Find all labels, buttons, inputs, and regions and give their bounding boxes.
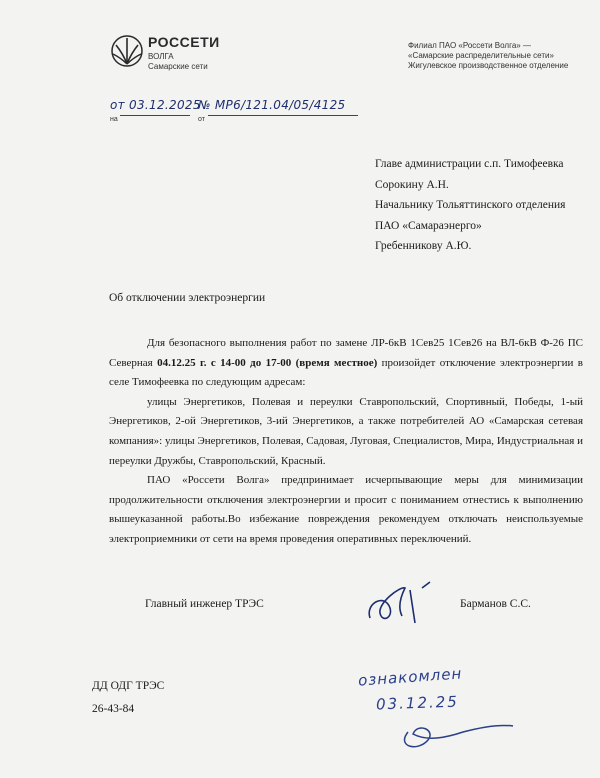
brand-name: РОССЕТИ <box>148 34 220 50</box>
paragraph-1 <box>109 334 583 393</box>
reg-underline <box>120 115 190 116</box>
addressee-line: Начальнику Тольяттинского отделения <box>375 199 566 211</box>
signer-title: Главный инженер ТРЭС <box>145 598 264 610</box>
reg-underline <box>208 115 358 116</box>
addressee-line: Гребенникову А.Ю. <box>375 240 472 252</box>
p1-start: Для безопасного выполнения работ по замене ЛР-6кВ 1Сев25 1Сев26 на ВЛ-6кВ Ф-26 ПС Северная <box>109 337 583 369</box>
ack-date: 03.12.25 <box>375 692 460 714</box>
brand-region: ВОЛГА <box>148 52 174 61</box>
letter-body <box>109 334 583 550</box>
branch-line: «Самарские распределительные сети» <box>408 51 554 60</box>
ack-word: ознакомлен <box>357 664 463 690</box>
reg-number: № МР6/121.04/05/4125 <box>198 98 346 112</box>
addressee-line: Главе администрации с.п. Тимофеевка <box>375 158 564 170</box>
registration-line <box>110 98 360 126</box>
addressee-line: Сорокину А.Н. <box>375 178 449 191</box>
addressee-line: ПАО «Самараэнерго» <box>375 219 482 232</box>
handwritten-signature <box>360 578 450 628</box>
label-na: на <box>110 116 118 123</box>
rosseti-logo-icon <box>110 34 144 68</box>
brand-division: Самарские сети <box>148 62 208 71</box>
paragraph-2: улицы Энергетиков, Полевая и переулки Ставропольский, Спортивный, Победы, 1-ый Энергетиков, 2-ой Энергетиков, 3-ий Энергетиков, а также потребителей АО «Самарская сетевая компания»: улицы Энергетиков, Полевая, Садовая, Луговая, Специалистов, Мира, Индустриальная и переулки Дружбы, Ставропольский, Красный. <box>109 395 583 467</box>
outage-time: 04.12.25 г. с 14-00 до 17-00 (время местное) <box>157 356 378 369</box>
footer-phone: 26-43-84 <box>92 703 135 715</box>
branch-info <box>408 41 593 71</box>
letterhead-logo <box>110 34 310 80</box>
label-ot: от <box>198 116 205 123</box>
branch-line: Филиал ПАО «Россети Волга» — <box>408 41 531 50</box>
addressee-block <box>375 154 565 257</box>
letter-subject: Об отключении электроэнергии <box>109 292 266 304</box>
signer-name: Барманов С.С. <box>460 598 531 610</box>
footer-dept: ДД ОДГ ТРЭС <box>92 680 165 692</box>
paragraph-3: ПАО «Россети Волга» предпринимает исчерпывающие меры для минимизации продолжительности отключения электроэнергии и просит с пониманием отнестись к выполнению вышеуказанной работы.Во избежание повреждения рекомендуем отключать неиспользуемые электроприемники от сети на время проведения оперативных переключений. <box>109 474 583 545</box>
p1-end: произойдет отключение электроэнергии в селе Тимофеевка по следующим адресам: <box>109 356 583 389</box>
reg-date: от 03.12.2025 <box>110 98 201 112</box>
ack-signature <box>388 702 518 762</box>
branch-line: Жигулевское производственное отделение <box>408 61 569 70</box>
